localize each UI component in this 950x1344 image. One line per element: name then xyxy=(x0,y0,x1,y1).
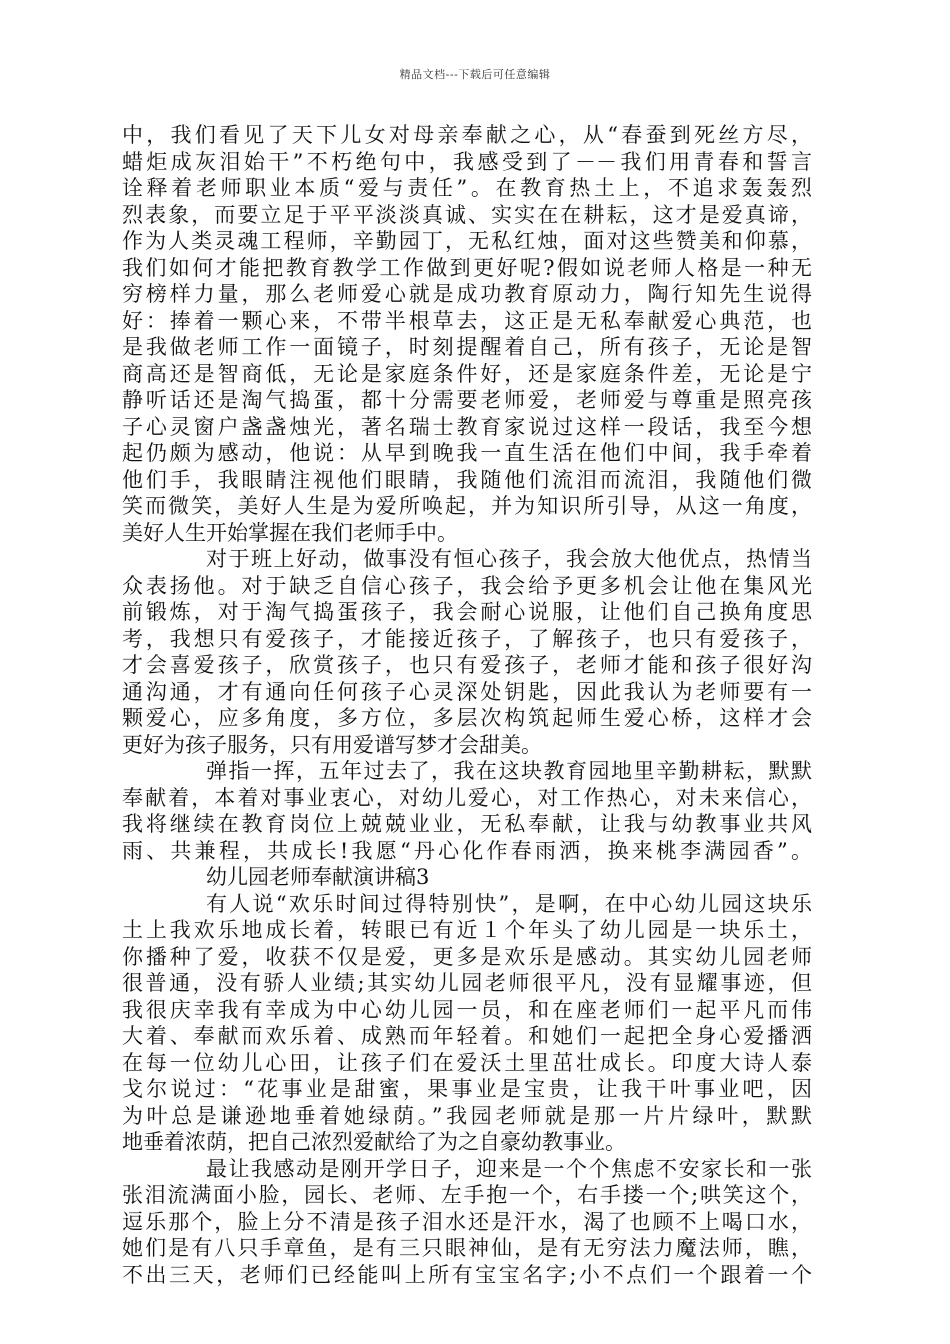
text-line: 地垂着浓荫，把自己浓烈爱献给了为之自豪幼教事业。 xyxy=(122,1130,626,1154)
page-header: 精品文档---下载后可任意编辑 xyxy=(399,68,551,81)
text-line: 诠释着老师职业本质“爱与责任”。在教育热土上，不追求轰轰烈 xyxy=(122,176,812,200)
text-line: 为叶总是谦逊地垂着她绿荫。”我园老师就是那一片片绿叶，默默 xyxy=(122,1103,812,1128)
text-line: 我们如何才能把教育教学工作做到更好呢?假如说老师人格是一种无 xyxy=(122,255,812,280)
document-body xyxy=(122,122,812,1288)
text-line: 通沟通，才有通向任何孩子心灵深处钥匙，因此我认为老师要有一 xyxy=(122,679,812,704)
text-line: 对于班上好动，做事没有恒心孩子，我会放大他优点，热情当 xyxy=(206,547,812,571)
text-line: 有人说“欢乐时间过得特别快”，是啊，在中心幼儿园这块乐 xyxy=(206,891,812,916)
text-line: 前锻炼，对于淘气捣蛋孩子，我会耐心说服，让他们自己换角度思 xyxy=(122,600,812,624)
text-line: 是我做老师工作一面镜子，时刻提醒着自己，所有孩子，无论是智 xyxy=(122,335,812,359)
text-line: 蜡炬成灰泪始干”不朽绝句中，我感受到了－－我们用青春和誓言 xyxy=(122,149,812,174)
text-line: 戈尔说过：“花事业是甜蜜，果事业是宝贵，让我干叶事业吧，因 xyxy=(122,1077,812,1101)
text-line: 才会喜爱孩子，欣赏孩子，也只有爱孩子，老师才能和孩子很好沟 xyxy=(122,653,812,677)
text-line: 大着、奉献而欢乐着、成熟而年轻着。和她们一起把全身心爱播洒 xyxy=(122,1024,812,1048)
text-line: 他们手，我眼睛注视他们眼睛，我随他们流泪而流泪，我随他们微 xyxy=(122,467,812,492)
text-line: 土上我欢乐地成长着，转眼已有近１个年头了幼儿园是一块乐土， xyxy=(122,918,812,942)
text-line: 张泪流满面小脸，园长、老师、左手抱一个，右手搂一个;哄笑这个， xyxy=(122,1183,812,1207)
text-line: 好：捧着一颗心来，不带半根草去，这正是无私奉献爱心典范，也 xyxy=(122,308,812,333)
text-line: 中，我们看见了天下儿女对母亲奉献之心，从“春蚕到死丝方尽， xyxy=(122,123,812,147)
text-line: 起仍颇为感动，他说：从早到晚我一直生活在他们中间，我手牵着 xyxy=(122,441,812,465)
text-line: 奉献着，本着对事业衷心，对幼儿爱心，对工作热心，对未来信心， xyxy=(122,785,812,810)
text-line: 很普通，没有骄人业绩;其实幼儿园老师很平凡，没有显耀事迹，但 xyxy=(122,971,812,995)
text-line: 烈表象，而要立足于平平淡淡真诚、实实在在耕耘，这才是爱真谛， xyxy=(122,202,812,227)
text-line: 更好为孩子服务，只有用爱谱写梦才会甜美。 xyxy=(122,732,542,757)
text-line: 众表扬他。对于缺乏自信心孩子，我会给予更多机会让他在集风光 xyxy=(122,573,812,598)
text-line: 商高还是智商低，无论是家庭条件好，还是家庭条件差，无论是宁 xyxy=(122,361,812,386)
text-line: 她们是有八只手章鱼，是有三只眼神仙，是有无穷法力魔法师，瞧， xyxy=(122,1236,812,1260)
text-line: 雨、共兼程，共成长!我愿“丹心化作春雨洒，换来桃李满园香”。 xyxy=(122,838,812,863)
text-line: 穷榜样力量，那么老师爱心就是成功教育原动力，陶行知先生说得 xyxy=(122,282,812,306)
text-line: 最让我感动是刚开学日子，迎来是一个个焦虑不安家长和一张 xyxy=(206,1156,812,1181)
text-line: 考，我想只有爱孩子，才能接近孩子，了解孩子，也只有爱孩子， xyxy=(122,626,812,651)
text-line: 子心灵窗户盏盏烛光，著名瑞士教育家说过这样一段话，我至今想 xyxy=(122,414,812,439)
text-line: 静听话还是淘气捣蛋，都十分需要老师爱，老师爱与尊重是照亮孩 xyxy=(122,388,812,412)
text-line: 逗乐那个，脸上分不清是孩子泪水还是汗水，渴了也顾不上喝口水， xyxy=(122,1209,812,1234)
text-line: 颗爱心，应多角度，多方位，多层次构筑起师生爱心桥，这样才会 xyxy=(122,706,812,730)
text-line: 我很庆幸我有幸成为中心幼儿园一员，和在座老师们一起平凡而伟 xyxy=(122,997,812,1022)
text-line: 弹指一挥，五年过去了，我在这块教育园地里辛勤耕耘，默默 xyxy=(206,759,812,783)
section-heading: 幼儿园老师奉献演讲稿3 xyxy=(206,865,430,889)
text-line: 你播种了爱，收获不仅是爱，更多是欢乐是感动。其实幼儿园老师 xyxy=(122,944,812,969)
text-line: 作为人类灵魂工程师，辛勤园丁，无私红烛，面对这些赞美和仰慕， xyxy=(122,229,812,253)
text-line: 美好人生开始掌握在我们老师手中。 xyxy=(122,520,458,545)
text-line: 笑而微笑，美好人生是为爱所唤起，并为知识所引导，从这一角度， xyxy=(122,494,812,518)
text-line: 不出三天，老师们已经能叫上所有宝宝名字;小不点们一个跟着一个 xyxy=(122,1262,812,1287)
text-line: 我将继续在教育岗位上兢兢业业，无私奉献，让我与幼教事业共风 xyxy=(122,812,812,836)
text-line: 在每一位幼儿心田，让孩子们在爱沃土里茁壮成长。印度大诗人泰 xyxy=(122,1050,812,1075)
